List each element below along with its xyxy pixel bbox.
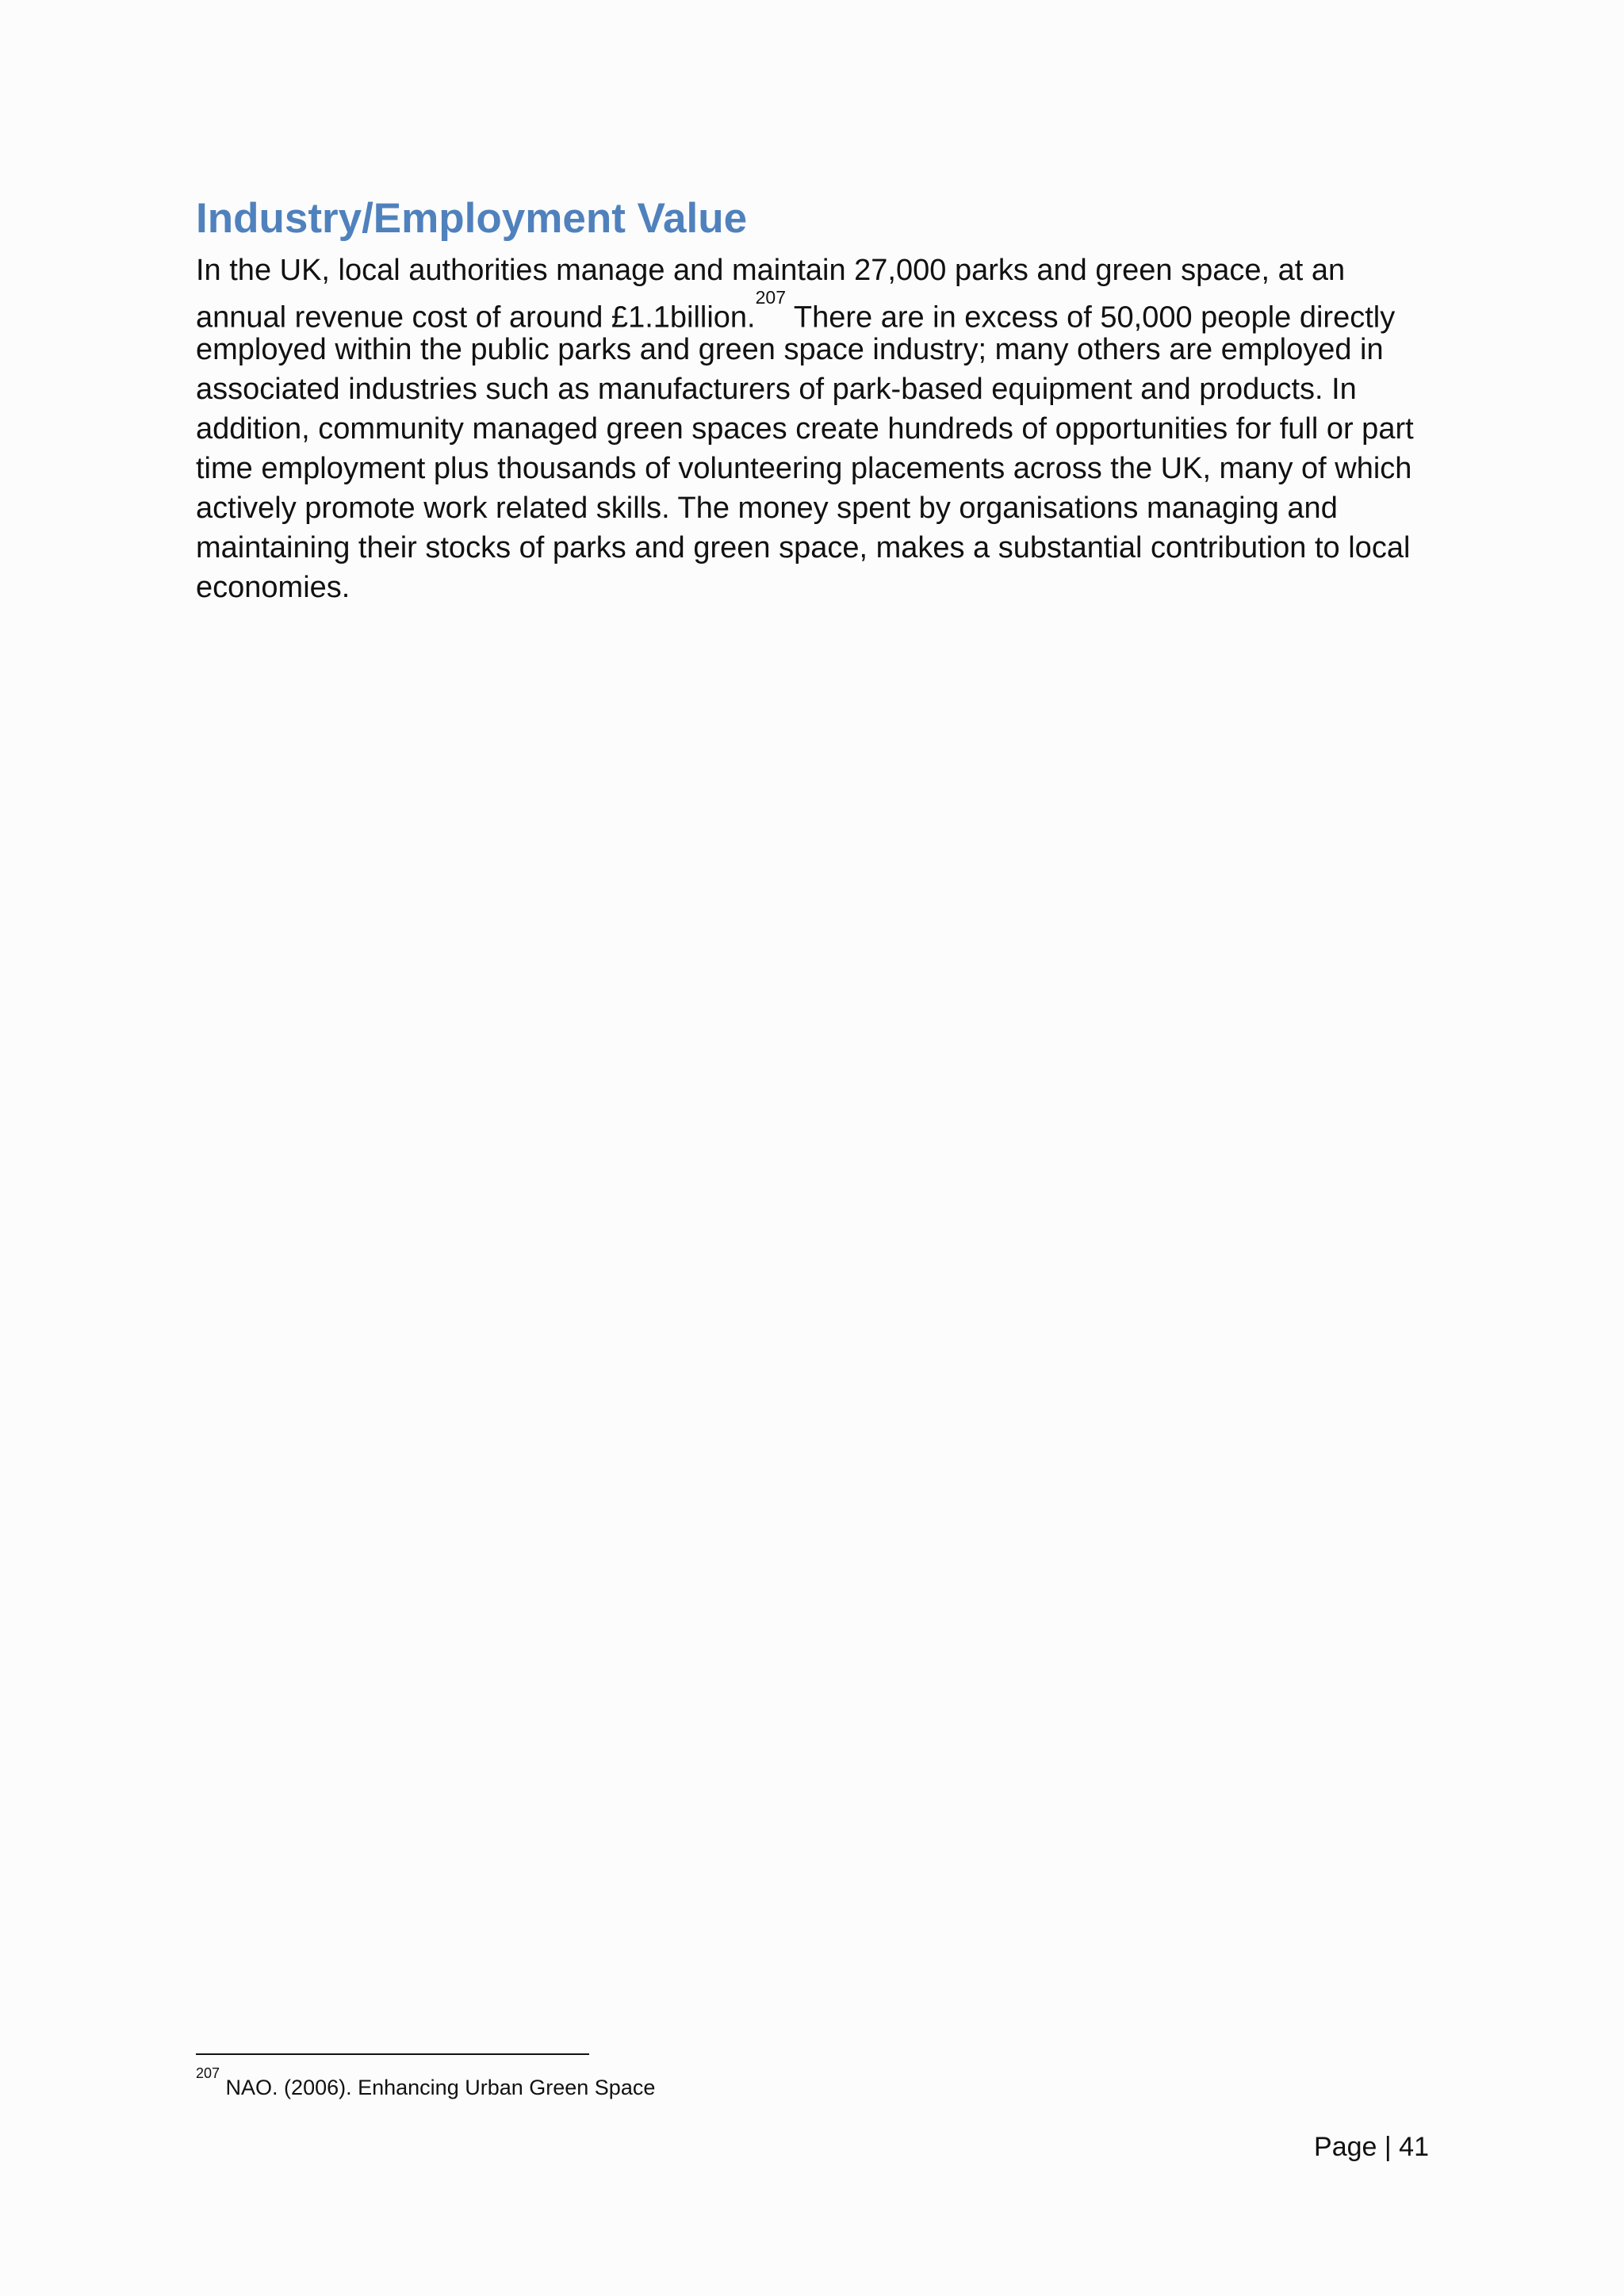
footnote-reference[interactable]: 207 (755, 287, 786, 308)
body-paragraph (196, 251, 1433, 607)
paragraph-line-text: annual revenue cost of around £1.1billion. (196, 300, 756, 335)
paragraph-line: time employment plus thousands of volunteering placements across the UK, many of which (196, 452, 1412, 485)
paragraph-line (196, 287, 1433, 335)
paragraph-line: employed within the public parks and green space industry; many others are employed in (196, 333, 1384, 366)
paragraph-line: associated industries such as manufacturers of park-based equipment and products. In (196, 373, 1357, 406)
paragraph-line: actively promote work related skills. The money spent by organisations managing and (196, 492, 1338, 525)
section-heading: Industry/Employment Value (196, 195, 748, 242)
paragraph-line: addition, community managed green spaces create hundreds of opportunities for full or part (196, 412, 1414, 446)
paragraph-line-text: There are in excess of 50,000 people directly (786, 300, 1396, 335)
footnote (196, 2065, 656, 2102)
paragraph-line: In the UK, local authorities manage and maintain 27,000 parks and green space, at an (196, 254, 1346, 287)
page-number: Page | 41 (1314, 2132, 1429, 2162)
paragraph-line: maintaining their stocks of parks and green space, makes a substantial contribution to local (196, 531, 1411, 564)
footnote-text: NAO. (2006). Enhancing Urban Green Space (220, 2076, 656, 2099)
footnote-separator (196, 2053, 589, 2055)
paragraph-line: economies. (196, 571, 350, 604)
footnote-number: 207 (196, 2065, 220, 2081)
